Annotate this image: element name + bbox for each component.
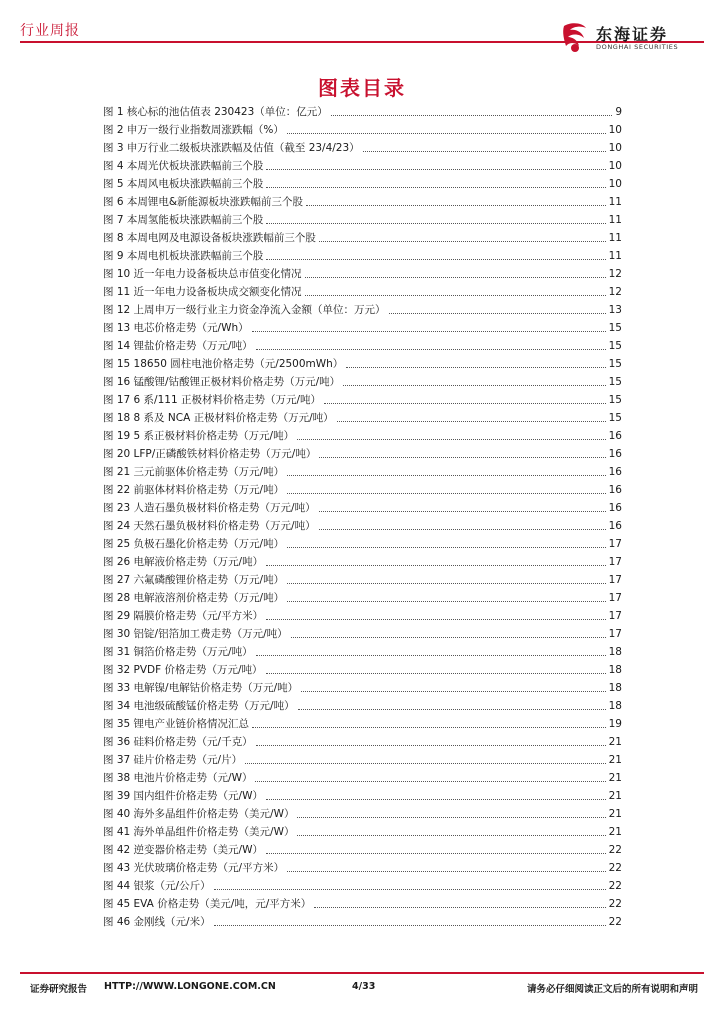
toc-entry[interactable]: [103, 373, 622, 391]
toc-entry[interactable]: [103, 535, 622, 553]
page-number: 4/33: [352, 981, 376, 992]
toc-entry-label[interactable]: 图 46 金刚线（元/米）: [103, 916, 211, 928]
toc-dot-leader: [319, 511, 606, 512]
toc-entry[interactable]: [103, 643, 622, 661]
toc-entry-label[interactable]: 图 28 电解液溶剂价格走势（万元/吨）: [103, 592, 285, 604]
toc-entry[interactable]: [103, 229, 622, 247]
footer-divider: [20, 972, 704, 974]
toc-entry-label[interactable]: 图 8 本周电网及电源设备板块涨跌幅前三个股: [103, 232, 316, 244]
toc-entry-page[interactable]: 21: [608, 754, 622, 766]
toc-entry-label[interactable]: 图 21 三元前驱体价格走势（万元/吨）: [103, 466, 285, 478]
page-title: 图表目录: [318, 76, 406, 100]
toc-entry[interactable]: [103, 409, 622, 427]
toc-entry-page[interactable]: 22: [608, 880, 622, 892]
toc-entry[interactable]: [103, 319, 622, 337]
toc-entry[interactable]: [103, 805, 622, 823]
toc-entry[interactable]: [103, 751, 622, 769]
toc-entry[interactable]: [103, 193, 622, 211]
toc-entry[interactable]: [103, 553, 622, 571]
toc-entry[interactable]: [103, 283, 622, 301]
toc-dot-leader: [287, 601, 606, 602]
toc-dot-leader: [266, 259, 605, 260]
toc-dot-leader: [266, 187, 605, 188]
toc-dot-leader: [297, 835, 605, 836]
toc-entry-page[interactable]: 15: [608, 322, 622, 334]
toc-entry-label[interactable]: 图 19 5 系正极材料价格走势（万元/吨）: [103, 430, 295, 442]
toc-entry[interactable]: [103, 427, 622, 445]
toc-entry-label[interactable]: 图 27 六氟磷酸锂价格走势（万元/吨）: [103, 574, 285, 586]
toc-entry-label[interactable]: 图 34 电池级硫酸锰价格走势（万元/吨）: [103, 700, 295, 712]
toc-entry-page[interactable]: 17: [608, 574, 622, 586]
toc-dot-leader: [287, 475, 606, 476]
toc-dot-leader: [214, 889, 606, 890]
toc-entry-label[interactable]: 图 45 EVA 价格走势（美元/吨，元/平方米）: [103, 898, 312, 910]
toc-entry[interactable]: [103, 103, 622, 121]
toc-entry-page[interactable]: 18: [608, 664, 622, 676]
toc-entry[interactable]: [103, 499, 622, 517]
toc-entry-label[interactable]: 图 41 海外单晶组件价格走势（美元/W）: [103, 826, 295, 838]
toc-entry[interactable]: [103, 697, 622, 715]
toc-entry-label[interactable]: 图 17 6 系/111 正极材料价格走势（万元/吨）: [103, 394, 322, 406]
toc-entry-label[interactable]: 图 18 8 系及 NCA 正极材料价格走势（万元/吨）: [103, 412, 334, 424]
toc-entry-label[interactable]: 图 37 硅片价格走势（元/片）: [103, 754, 243, 766]
toc-entry-page[interactable]: 10: [608, 178, 622, 190]
toc-entry-label[interactable]: 图 43 光伏玻璃价格走势（元/平方米）: [103, 862, 285, 874]
toc-dot-leader: [287, 871, 606, 872]
toc-entry-page[interactable]: 16: [608, 520, 622, 532]
toc-dot-leader: [337, 421, 606, 422]
toc-dot-leader: [319, 241, 606, 242]
toc-entry-page[interactable]: 15: [608, 340, 622, 352]
toc-entry-page[interactable]: 11: [608, 196, 622, 208]
toc-entry-label[interactable]: 图 5 本周风电板块涨跌幅前三个股: [103, 178, 264, 190]
toc-dot-leader: [389, 313, 606, 314]
toc-entry-page[interactable]: 10: [608, 124, 622, 136]
toc-entry[interactable]: [103, 841, 622, 859]
toc-dot-leader: [245, 763, 606, 764]
toc-entry-label[interactable]: 图 7 本周氢能板块涨跌幅前三个股: [103, 214, 264, 226]
toc-entry-label[interactable]: 图 14 锂盐价格走势（万元/吨）: [103, 340, 253, 352]
toc-dot-leader: [324, 403, 606, 404]
toc-dot-leader: [266, 223, 605, 224]
toc-entry[interactable]: [103, 355, 622, 373]
toc-entry[interactable]: [103, 661, 622, 679]
toc-entry[interactable]: [103, 301, 622, 319]
toc-entry[interactable]: [103, 589, 622, 607]
toc-entry[interactable]: [103, 769, 622, 787]
toc-entry-page[interactable]: 16: [608, 430, 622, 442]
toc-dot-leader: [287, 583, 606, 584]
toc-dot-leader: [252, 331, 606, 332]
toc-entry-label[interactable]: 图 1 核心标的池估值表 230423（单位：亿元）: [103, 106, 328, 118]
toc-entry[interactable]: [103, 265, 622, 283]
toc-entry-page[interactable]: 21: [608, 736, 622, 748]
toc-dot-leader: [266, 853, 606, 854]
toc-entry-page[interactable]: 18: [608, 682, 622, 694]
toc-dot-leader: [346, 367, 605, 368]
toc-entry-label[interactable]: 图 42 逆变器价格走势（美元/W）: [103, 844, 263, 856]
toc-entry[interactable]: [103, 787, 622, 805]
toc-dot-leader: [266, 565, 606, 566]
toc-entry-label[interactable]: 图 2 申万一级行业指数周涨跌幅（%）: [103, 124, 284, 136]
toc-entry[interactable]: [103, 877, 622, 895]
toc-entry-page[interactable]: 9: [615, 106, 622, 118]
toc-entry-label[interactable]: 图 13 电芯价格走势（元/Wh）: [103, 322, 249, 334]
footer-website-link[interactable]: HTTP://WWW.LONGONE.COM.CN: [104, 981, 276, 992]
toc-entry-label[interactable]: 图 32 PVDF 价格走势（万元/吨）: [103, 664, 263, 676]
figure-toc: [103, 103, 622, 931]
toc-entry-label[interactable]: 图 40 海外多晶组件价格走势（美元/W）: [103, 808, 295, 820]
toc-entry-label[interactable]: 图 30 铝锭/铝箔加工费走势（万元/吨）: [103, 628, 288, 640]
toc-dot-leader: [287, 493, 606, 494]
toc-entry-page[interactable]: 15: [608, 358, 622, 370]
toc-entry-page[interactable]: 10: [608, 160, 622, 172]
toc-entry[interactable]: [103, 175, 622, 193]
toc-entry-page[interactable]: 21: [608, 790, 622, 802]
toc-entry[interactable]: [103, 715, 622, 733]
toc-entry[interactable]: [103, 625, 622, 643]
toc-entry-label[interactable]: 图 23 人造石墨负极材料价格走势（万元/吨）: [103, 502, 316, 514]
toc-entry-page[interactable]: 19: [608, 718, 622, 730]
toc-dot-leader: [266, 169, 605, 170]
toc-entry-page[interactable]: 16: [608, 448, 622, 460]
footer-report-type: 证券研究报告: [30, 984, 88, 995]
toc-dot-leader: [287, 133, 606, 134]
toc-dot-leader: [363, 151, 606, 152]
toc-entry-label[interactable]: 图 16 锰酸锂/钴酸锂正极材料价格走势（万元/吨）: [103, 376, 341, 388]
toc-entry[interactable]: [103, 247, 622, 265]
toc-entry-page[interactable]: 18: [608, 700, 622, 712]
toc-entry-label[interactable]: 图 22 前驱体材料价格走势（万元/吨）: [103, 484, 285, 496]
toc-entry-page[interactable]: 22: [608, 898, 622, 910]
toc-dot-leader: [266, 799, 606, 800]
toc-entry[interactable]: [103, 445, 622, 463]
dragon-logo-icon: [560, 20, 590, 54]
toc-dot-leader: [319, 529, 606, 530]
toc-entry-page[interactable]: 15: [608, 394, 622, 406]
toc-entry-page[interactable]: 22: [608, 862, 622, 874]
toc-entry[interactable]: [103, 337, 622, 355]
toc-entry-page[interactable]: 16: [608, 502, 622, 514]
toc-entry[interactable]: [103, 211, 622, 229]
toc-dot-leader: [298, 709, 606, 710]
toc-entry-page[interactable]: 11: [608, 250, 622, 262]
toc-entry-label[interactable]: 图 35 锂电产业链价格情况汇总: [103, 718, 250, 730]
toc-entry-page[interactable]: 12: [608, 268, 622, 280]
toc-entry-page[interactable]: 11: [608, 214, 622, 226]
toc-entry-label[interactable]: 图 10 近一年电力设备板块总市值变化情况: [103, 268, 302, 280]
toc-dot-leader: [343, 385, 606, 386]
toc-entry-label[interactable]: 图 36 硅料价格走势（元/千克）: [103, 736, 253, 748]
toc-entry-page[interactable]: 17: [608, 628, 622, 640]
toc-entry-label[interactable]: 图 31 铜箔价格走势（万元/吨）: [103, 646, 253, 658]
toc-entry-label[interactable]: 图 15 18650 圆柱电池价格走势（元/2500mWh）: [103, 358, 344, 370]
toc-entry-label[interactable]: 图 4 本周光伏板块涨跌幅前三个股: [103, 160, 264, 172]
toc-entry-page[interactable]: 16: [608, 484, 622, 496]
toc-dot-leader: [314, 907, 605, 908]
toc-entry-page[interactable]: 17: [608, 538, 622, 550]
toc-dot-leader: [297, 439, 606, 440]
toc-entry-label[interactable]: 图 29 隔膜价格走势（元/平方米）: [103, 610, 264, 622]
toc-entry[interactable]: [103, 391, 622, 409]
toc-entry-page[interactable]: 18: [608, 646, 622, 658]
toc-entry-page[interactable]: 16: [608, 466, 622, 478]
footer-disclaimer: 请务必仔细阅读正文后的所有说明和声明: [526, 984, 698, 995]
toc-entry-label[interactable]: 图 9 本周电机板块涨跌幅前三个股: [103, 250, 264, 262]
toc-dot-leader: [252, 727, 606, 728]
toc-entry-label[interactable]: 图 24 天然石墨负极材料价格走势（万元/吨）: [103, 520, 316, 532]
toc-dot-leader: [301, 691, 606, 692]
toc-dot-leader: [256, 655, 606, 656]
toc-dot-leader: [305, 295, 606, 296]
toc-entry[interactable]: [103, 913, 622, 931]
toc-entry-page[interactable]: 17: [608, 610, 622, 622]
toc-entry-label[interactable]: 图 44 银浆（元/公斤）: [103, 880, 211, 892]
toc-dot-leader: [331, 115, 613, 116]
toc-entry-page[interactable]: 21: [608, 826, 622, 838]
toc-entry-page[interactable]: 22: [608, 844, 622, 856]
toc-entry-label[interactable]: 图 20 LFP/正磷酸铁材料价格走势（万元/吨）: [103, 448, 317, 460]
toc-entry[interactable]: [103, 121, 622, 139]
toc-entry-label[interactable]: 图 33 电解镍/电解钴价格走势（万元/吨）: [103, 682, 299, 694]
toc-dot-leader: [214, 925, 606, 926]
toc-dot-leader: [306, 205, 606, 206]
toc-entry-page[interactable]: 21: [608, 772, 622, 784]
toc-entry-page[interactable]: 15: [608, 412, 622, 424]
toc-entry-label[interactable]: 图 38 电池片价格走势（元/W）: [103, 772, 253, 784]
toc-entry-page[interactable]: 10: [608, 142, 622, 154]
toc-entry[interactable]: [103, 481, 622, 499]
toc-dot-leader: [256, 349, 606, 350]
toc-dot-leader: [305, 277, 606, 278]
report-category: 行业周报: [20, 23, 80, 39]
toc-entry-label[interactable]: 图 3 申万行业二级板块涨跌幅及估值（截至 23/4/23）: [103, 142, 360, 154]
toc-entry-label[interactable]: 图 6 本周锂电&新能源板块涨跌幅前三个股: [103, 196, 304, 208]
toc-entry[interactable]: [103, 895, 622, 913]
toc-entry-page[interactable]: 11: [608, 232, 622, 244]
toc-entry-page[interactable]: 13: [608, 304, 622, 316]
toc-entry-page[interactable]: 22: [608, 916, 622, 928]
toc-dot-leader: [266, 619, 606, 620]
toc-entry-page[interactable]: 12: [608, 286, 622, 298]
toc-entry[interactable]: [103, 463, 622, 481]
logo-english-name: DONGHAI SECURITIES: [596, 43, 679, 51]
toc-dot-leader: [266, 673, 606, 674]
toc-dot-leader: [255, 781, 605, 782]
toc-dot-leader: [287, 547, 606, 548]
toc-dot-leader: [319, 457, 605, 458]
toc-entry[interactable]: [103, 157, 622, 175]
toc-entry-label[interactable]: 图 11 近一年电力设备板块成交额变化情况: [103, 286, 302, 298]
toc-dot-leader: [291, 637, 606, 638]
toc-dot-leader: [297, 817, 605, 818]
toc-entry[interactable]: [103, 859, 622, 877]
toc-entry[interactable]: [103, 607, 622, 625]
toc-dot-leader: [256, 745, 606, 746]
toc-entry[interactable]: [103, 139, 622, 157]
toc-entry-label[interactable]: 图 39 国内组件价格走势（元/W）: [103, 790, 263, 802]
toc-entry[interactable]: [103, 517, 622, 535]
logo-chinese-name: 东海证券: [596, 25, 669, 44]
toc-entry-label[interactable]: 图 25 负极石墨化价格走势（万元/吨）: [103, 538, 285, 550]
toc-entry[interactable]: [103, 679, 622, 697]
toc-entry[interactable]: [103, 733, 622, 751]
toc-entry-page[interactable]: 15: [608, 376, 622, 388]
toc-entry-label[interactable]: 图 12 上周申万一级行业主力资金净流入金额（单位：万元）: [103, 304, 386, 316]
toc-entry-page[interactable]: 17: [608, 592, 622, 604]
toc-entry-page[interactable]: 21: [608, 808, 622, 820]
company-logo: [560, 20, 700, 56]
toc-entry[interactable]: [103, 823, 622, 841]
toc-entry-page[interactable]: 17: [608, 556, 622, 568]
toc-entry[interactable]: [103, 571, 622, 589]
toc-entry-label[interactable]: 图 26 电解液价格走势（万元/吨）: [103, 556, 264, 568]
